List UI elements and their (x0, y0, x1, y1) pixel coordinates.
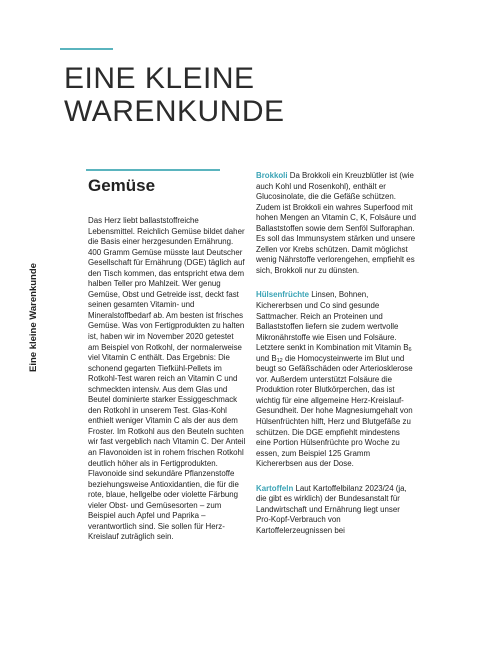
right-column (256, 171, 416, 551)
keyword-brokkoli: Brokkoli (256, 171, 288, 180)
subscript-12: 12 (276, 357, 283, 364)
page-title-line-1: EINE KLEINE (64, 62, 255, 95)
keyword-kartoffeln: Kartoffeln (256, 483, 294, 493)
left-column (88, 216, 246, 543)
entry-brokkoli (256, 171, 416, 276)
entry-brokkoli-text: Da Brokkoli ein Kreuzblütler ist (wie auch Kohl und Rosenkohl), enthält er Glucosinolate, die die Gefäße schützen. Zudem ist Brokkoli ein wahres Superfood mit hohen Mengen an Vitamin C, K, Folsäure und Ballaststoffen sowie dem Senföl Sulforaphan. Es soll das Immunsystem stärken und unsere Zellen vor Krebs schützen. Damit möglichst wenig Nährstoffe verlorengehen, empfiehlt es sich, Brokkoli nur zu dünsten. (256, 171, 416, 275)
entry-huelsenfruechte (256, 290, 416, 469)
entry-kartoffeln-text: Laut Kartoffelbilanz 2023/24 (ja, die gibt es wirklich) der Bundesanstalt für Landwirtschaft und Ernährung liegt unser Pro-Kopf-Verbrauch von Kartoffelerzeugnissen bei (256, 483, 407, 535)
side-running-label: Eine kleine Warenkunde (28, 263, 39, 372)
page-title-line-2: WARENKUNDE (64, 95, 285, 128)
entry-kartoffeln (256, 484, 416, 537)
entry-huelsenfruechte-text-c: die Homocysteinwerte im Blut und beugt so Gefäßschäden oder Arteriosklerose vor. Außerdem unterstützt Folsäure die Produktion roter Blutkörperchen, das ist wichtig für eine allgemeine Herz-Kreislauf-Gesundheit. Der hohe Magnesiumgehalt von Hülsenfrüchten hilft, Herz und Blutgefäße zu schützen. Die DGE empfiehlt mindestens eine Portion Hülsenfrüchte pro Woche zu essen, zum Beispiel 125 Gramm Kichererbsen aus der Dose. (256, 353, 413, 469)
section-heading: Gemüse (88, 176, 156, 195)
entry-huelsenfruechte-text-b: und B (256, 353, 277, 363)
section-accent-rule (86, 169, 220, 171)
entry-huelsenfruechte-text-a: Linsen, Bohnen, Kichererbsen und Co sind gesunde Sattmacher. Reich an Proteinen und Ballaststoffen liefern sie zudem wertvolle Mikronährstoffe wie Eisen und Folsäure. Letztere senkt in Kombination mit Vitamin B (256, 290, 409, 353)
intro-paragraph: Das Herz liebt ballaststoffreiche Lebensmittel. Reichlich Gemüse bildet daher die Basis einer herzgesunden Ernährung. 400 Gramm Gemüse müsste laut Deutscher Gesellschaft für Ernährung (DGE) täglich auf den Tisch kommen, das entspricht etwa dem halben Teller pro Mahlzeit. Wer genug Gemüse, Obst und Getreide isst, deckt fast seinen gesamten Vitamin- und Mineralstoffbedarf ab. Am besten ist frisches Gemüse. Was von Fertigprodukten zu halten ist, haben wir im November 2020 getestet am Beispiel von Rotkohl, der normalerweise viel Vitamin C enthält. Das Ergebnis: Die schonend gegarten Tiefkühl-Pellets im Rotkohl-Test waren reich an Vitamin C und schmeckten intensiv. Aus dem Glas und Beutel dominierte starker Essiggeschmack den Rotkohl in unserem Test. Glas-Kohl enthielt weniger Vitamin C als der aus dem Froster. Im Rotkohl aus den Beuteln suchten wir fast vergeblich nach Vitamin C. Der Anteil an Flavonoiden ist in rohem frischen Rotkohl deutlich höher als in Fertigprodukten. Flavonoide sind sekundäre Pflanzenstoffe beziehungsweise Antioxidantien, die für die rote, blaue, hellgelbe oder violette Färbung vieler Obst- und Gemüsesorten – zum Beispiel auch Apfel und Paprika – verantwortlich sind. Sie sollen für Herz-Kreislauf zuträglich sein. (88, 216, 246, 542)
keyword-huelsenfruechte: Hülsenfrüchte (256, 290, 310, 300)
subscript-6: 6 (408, 347, 412, 354)
page-title (64, 62, 424, 128)
title-accent-rule (60, 48, 113, 50)
